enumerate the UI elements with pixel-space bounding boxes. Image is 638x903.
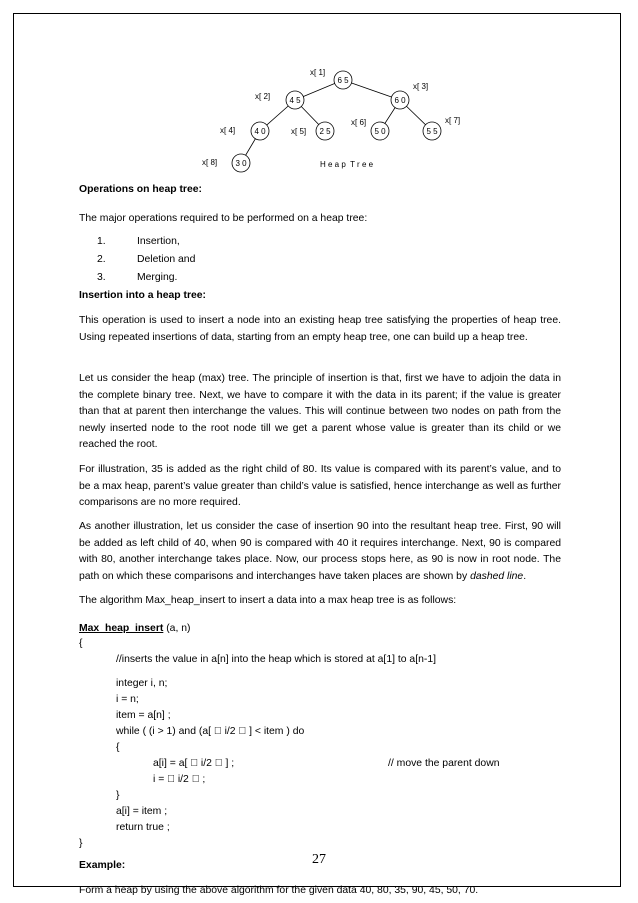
list-number: 2. — [97, 254, 106, 265]
index-label: x[ 6] — [351, 118, 367, 127]
code-line: } — [79, 838, 83, 849]
index-label: x[ 7] — [445, 116, 461, 125]
code-comment: // move the parent down — [388, 758, 500, 769]
diagram-caption: H e a p T r e e — [320, 160, 374, 169]
operations-heading: Operations on heap tree: — [79, 184, 202, 195]
code-comment: //inserts the value in a[n] into the heap which is stored at a[1] to a[n-1] — [116, 654, 436, 665]
code-line: { — [79, 638, 83, 649]
operations-intro: The major operations required to be performed on a heap tree: — [79, 213, 368, 224]
index-label: x[ 4] — [220, 126, 236, 135]
node-value: 3 0 — [235, 159, 247, 168]
paragraph: Let us consider the heap (max) tree. The principle of insertion is that, first we have to adjoin the data in the complete binary tree. Next, we have to compare it with the data in its parent; if the value is greater than that at parent then interchange the values. This will continue between two nodes on path from the newly inserted node to the root node till we get a parent whose value is greater than its child or we reached the root. — [79, 373, 561, 450]
paragraph: For illustration, 35 is added as the right child of 80. Its value is compared with its parent’s value, and to be a max heap, parent’s value greater than child’s value is satisfied, hence interchange as well as further comparisons are no more required. — [79, 464, 561, 508]
paragraph-end: . — [523, 570, 527, 582]
index-label: x[ 1] — [310, 68, 326, 77]
list-item: Deletion and — [137, 254, 196, 265]
code-line: i = i/2 ; — [153, 774, 184, 785]
algorithm-signature — [79, 622, 190, 635]
paragraph: This operation is used to insert a node into an existing heap tree satisfying the properties of heap tree. Using repeated insertions of data, starting from an empty heap tree, one can build up a heap tree. — [79, 315, 561, 343]
code-line: a[i] = item ; — [116, 806, 168, 817]
list-item: Insertion, — [137, 236, 180, 247]
node-value: 6 5 — [337, 76, 349, 85]
code-line: { — [116, 742, 120, 753]
index-label: x[ 8] — [202, 158, 218, 167]
paragraph-text: As another illustration, let us consider the case of insertion 90 into the resultant heap tree. First, 90 will be added as left child of 40, when 90 is compared with 40 it requires interchange. Next, 90 is compared with 80, another interchange takes place. Now, our process stops here, as 90 is now in root node. The path on which these comparisons and interchanges have taken places are shown by — [79, 521, 561, 582]
italic-term: dashed line — [470, 570, 524, 582]
page-number: 27 — [312, 852, 326, 867]
example-text: Form a heap by using the above algorithm for the given data 40, 80, 35, 90, 45, 50, 70. — [79, 885, 479, 896]
code-line: } — [116, 790, 120, 801]
insertion-heading: Insertion into a heap tree: — [79, 290, 207, 301]
list-item: Merging. — [137, 272, 178, 283]
node-value: 5 0 — [374, 127, 386, 136]
index-label: x[ 5] — [291, 127, 307, 136]
node-value: 6 0 — [394, 96, 406, 105]
code-line: item = a[n] ; — [116, 710, 171, 721]
code-line: i = n; — [116, 694, 139, 705]
index-label: x[ 2] — [255, 92, 271, 101]
list-number: 1. — [97, 236, 106, 247]
index-label: x[ 3] — [413, 82, 429, 91]
code-line: while ( (i > 1) and (a[ i/2 ] < item ) do — [116, 726, 283, 737]
example-heading: Example: — [79, 860, 126, 871]
code-line: a[i] = a[ i/2 ] ; — [153, 758, 213, 769]
heap-tree-diagram — [0, 0, 638, 185]
code-line: integer i, n; — [116, 678, 168, 689]
node-value: 5 5 — [426, 127, 438, 136]
node-value: 4 0 — [254, 127, 266, 136]
list-number: 3. — [97, 272, 106, 283]
algorithm-params: (a, n) — [163, 623, 191, 634]
code-line: return true ; — [116, 822, 170, 833]
algorithm-name: Max_heap_insert — [79, 623, 164, 634]
paragraph: The algorithm Max_heap_insert to insert a data into a max heap tree is as follows: — [79, 595, 457, 606]
node-value: 4 5 — [289, 96, 301, 105]
paragraph — [79, 519, 561, 585]
node-value: 2 5 — [319, 127, 331, 136]
